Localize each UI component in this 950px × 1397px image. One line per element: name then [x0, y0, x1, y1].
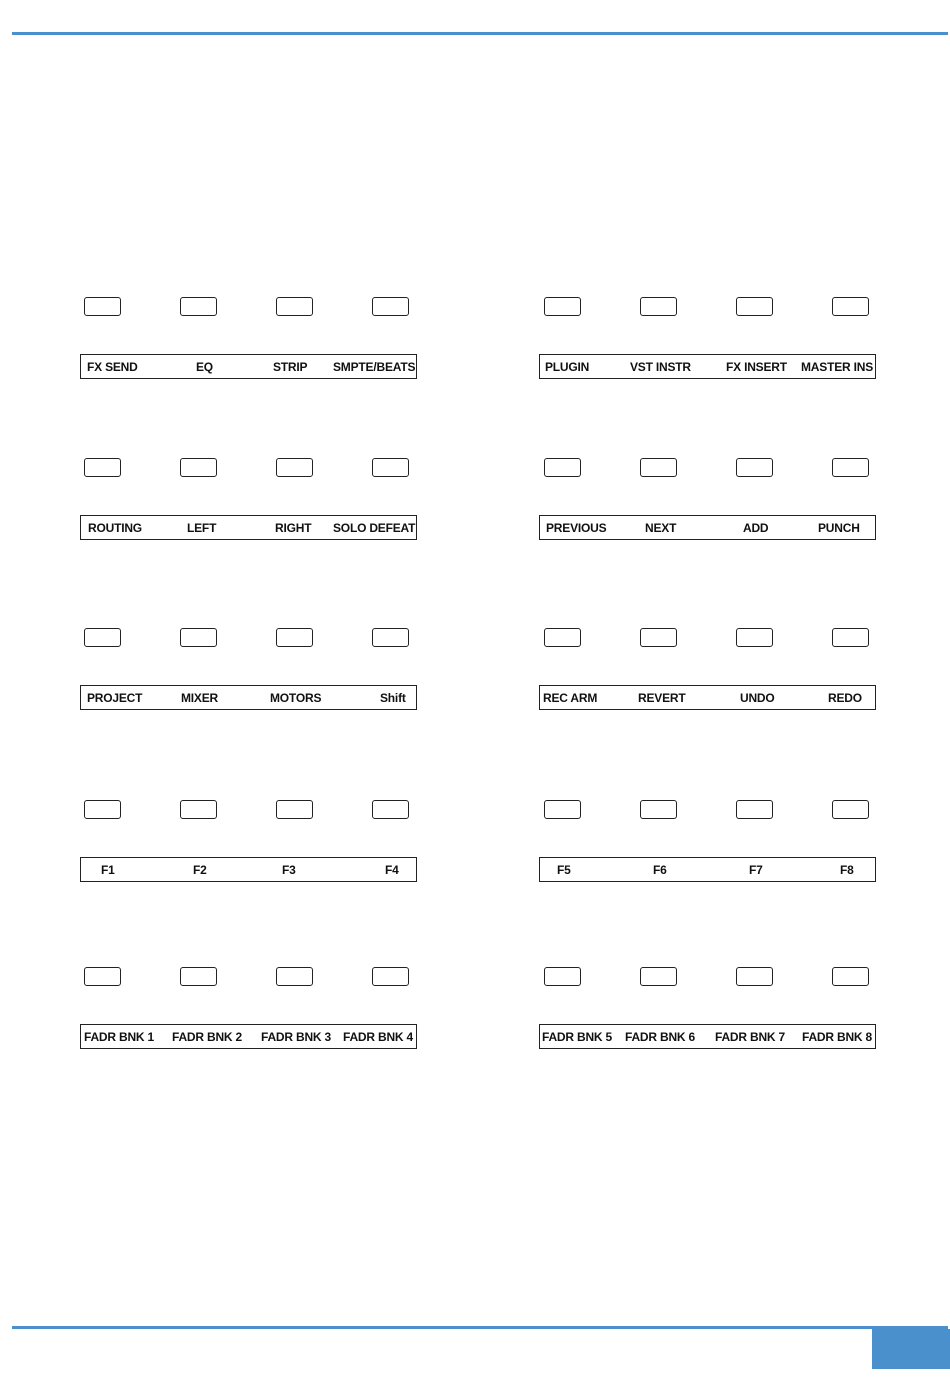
label-strip [80, 515, 417, 540]
key-button[interactable] [180, 628, 217, 647]
key-button[interactable] [736, 800, 773, 819]
button-row [80, 800, 417, 877]
key-label: FADR BNK 3 [261, 1030, 332, 1044]
key-label: FADR BNK 6 [625, 1030, 696, 1044]
key-label: PREVIOUS [546, 521, 607, 535]
key-button[interactable] [640, 628, 677, 647]
key-button[interactable] [84, 800, 121, 819]
key-button[interactable] [640, 967, 677, 986]
key-button[interactable] [832, 628, 869, 647]
key-label: F7 [749, 863, 763, 877]
key-label: UNDO [740, 691, 775, 705]
key-label: REDO [828, 691, 862, 705]
label-strip [80, 354, 417, 379]
label-strip [80, 685, 417, 710]
key-row [539, 800, 876, 822]
key-label: REVERT [638, 691, 686, 705]
key-row [539, 628, 876, 650]
key-label: FX INSERT [726, 360, 787, 374]
key-button[interactable] [84, 458, 121, 477]
key-label: MASTER INS [801, 360, 874, 374]
key-button[interactable] [544, 800, 581, 819]
key-button[interactable] [736, 297, 773, 316]
key-button[interactable] [276, 297, 313, 316]
label-strip [539, 685, 876, 710]
key-label: FADR BNK 1 [84, 1030, 155, 1044]
key-button[interactable] [276, 967, 313, 986]
key-button[interactable] [736, 628, 773, 647]
key-label: ADD [743, 521, 769, 535]
key-button[interactable] [832, 967, 869, 986]
label-strip [80, 857, 417, 882]
key-label: RIGHT [275, 521, 312, 535]
key-row [539, 967, 876, 989]
key-button[interactable] [544, 628, 581, 647]
key-button[interactable] [736, 458, 773, 477]
key-button[interactable] [736, 967, 773, 986]
button-row [539, 967, 876, 1044]
key-button[interactable] [640, 297, 677, 316]
top-rule [12, 32, 948, 35]
label-strip [539, 354, 876, 379]
key-button[interactable] [544, 967, 581, 986]
key-row [539, 297, 876, 319]
page-corner-block [872, 1329, 950, 1369]
key-button[interactable] [372, 458, 409, 477]
key-label: F5 [557, 863, 571, 877]
key-label: LEFT [187, 521, 217, 535]
key-label: FADR BNK 2 [172, 1030, 243, 1044]
key-row [80, 800, 417, 822]
key-button[interactable] [84, 297, 121, 316]
button-row [80, 967, 417, 1044]
button-row [80, 297, 417, 374]
key-row [80, 967, 417, 989]
key-button[interactable] [276, 628, 313, 647]
key-button[interactable] [372, 800, 409, 819]
key-label: MIXER [181, 691, 219, 705]
key-button[interactable] [544, 458, 581, 477]
button-row [539, 628, 876, 705]
key-button[interactable] [372, 297, 409, 316]
key-label: F6 [653, 863, 667, 877]
key-button[interactable] [372, 628, 409, 647]
key-button[interactable] [832, 297, 869, 316]
key-label: F8 [840, 863, 854, 877]
key-button[interactable] [372, 967, 409, 986]
key-label: F2 [193, 863, 207, 877]
key-label: SOLO DEFEAT [333, 521, 416, 535]
key-label: VST INSTR [630, 360, 691, 374]
key-button[interactable] [276, 458, 313, 477]
key-label: F3 [282, 863, 296, 877]
key-row [80, 628, 417, 650]
key-label: FADR BNK 5 [542, 1030, 613, 1044]
button-row [80, 628, 417, 705]
key-label: FX SEND [87, 360, 138, 374]
key-label: FADR BNK 7 [715, 1030, 786, 1044]
key-button[interactable] [84, 628, 121, 647]
key-button[interactable] [180, 458, 217, 477]
key-label: FADR BNK 8 [802, 1030, 873, 1044]
key-button[interactable] [180, 297, 217, 316]
key-row [80, 458, 417, 480]
key-label: EQ [196, 360, 213, 374]
button-row [539, 297, 876, 374]
key-label: REC ARM [543, 691, 598, 705]
key-button[interactable] [276, 800, 313, 819]
button-row [80, 458, 417, 535]
key-label: PROJECT [87, 691, 143, 705]
bottom-rule [12, 1326, 948, 1329]
key-label: SMPTE/BEATS [333, 360, 416, 374]
key-label: NEXT [645, 521, 677, 535]
key-row [539, 458, 876, 480]
key-label: F4 [385, 863, 399, 877]
key-button[interactable] [544, 297, 581, 316]
key-label: MOTORS [270, 691, 322, 705]
key-label: F1 [101, 863, 115, 877]
key-label: STRIP [273, 360, 308, 374]
key-button[interactable] [640, 458, 677, 477]
key-label: ROUTING [88, 521, 142, 535]
key-button[interactable] [84, 967, 121, 986]
key-label: PUNCH [818, 521, 860, 535]
label-strip [80, 1024, 417, 1049]
button-row [539, 800, 876, 877]
key-label: FADR BNK 4 [343, 1030, 414, 1044]
key-button[interactable] [832, 458, 869, 477]
key-label: PLUGIN [545, 360, 590, 374]
key-row [80, 297, 417, 319]
key-button[interactable] [180, 800, 217, 819]
label-strip [539, 857, 876, 882]
key-button[interactable] [640, 800, 677, 819]
key-label: Shift [380, 691, 406, 705]
key-button[interactable] [832, 800, 869, 819]
key-button[interactable] [180, 967, 217, 986]
label-strip [539, 1024, 876, 1049]
button-row [539, 458, 876, 535]
label-strip [539, 515, 876, 540]
